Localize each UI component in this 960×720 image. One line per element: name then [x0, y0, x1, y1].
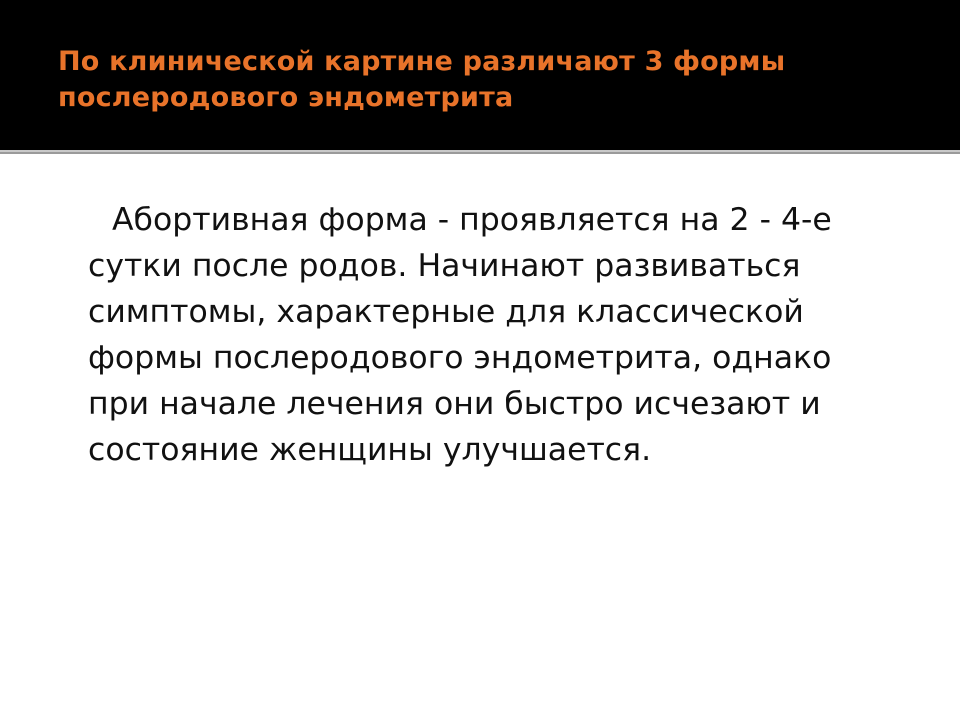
slide-body-area	[0, 154, 960, 720]
slide-title-band	[0, 0, 960, 150]
page-title: По клинической картине различают 3 формы послеродового эндометрита	[58, 46, 786, 113]
slide-body-paragraph: Абортивная форма - проявляется на 2 - 4-е сутки после родов. Начинают развиваться симптомы, характерные для классической формы послеродового эндометрита, однако при начале лечения они быстро исчезают и состояние женщины улучшается.	[88, 202, 832, 468]
title-divider-highlight	[0, 150, 960, 152]
